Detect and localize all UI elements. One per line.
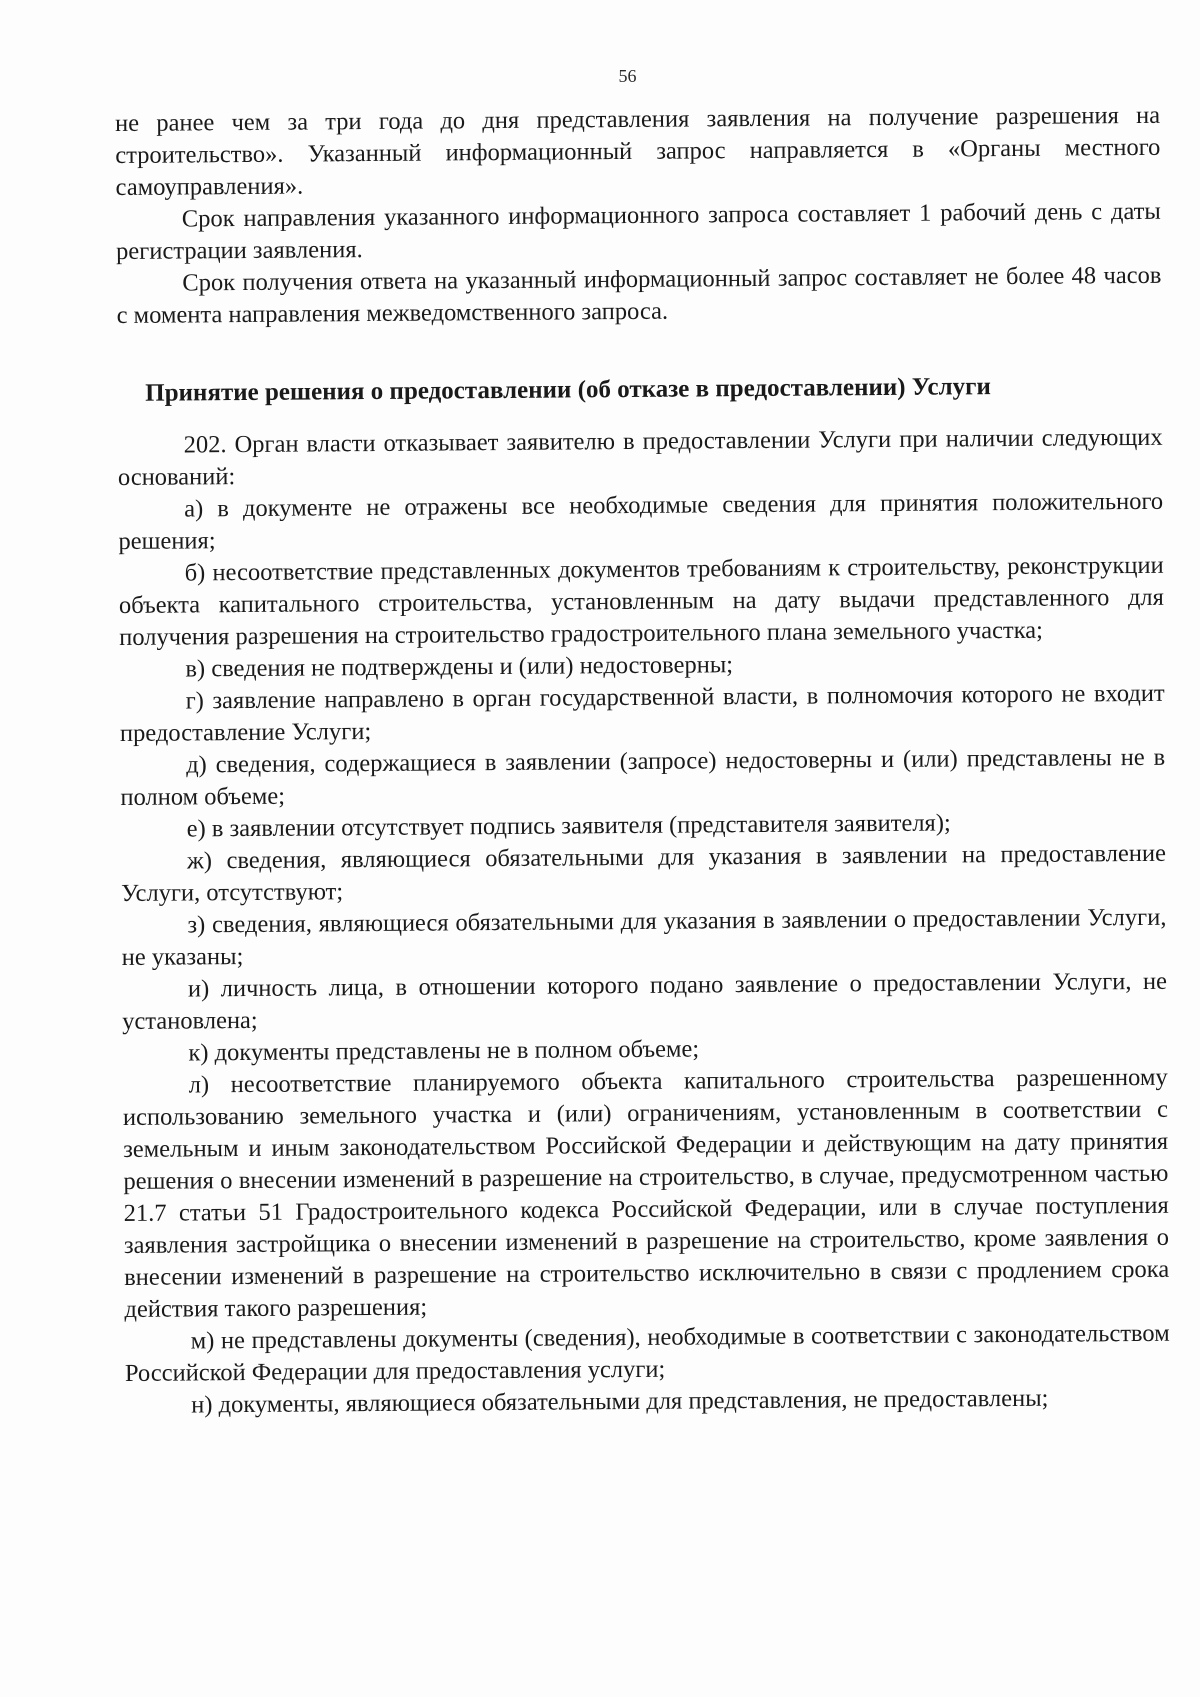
clause-item-m: м) не представлены документы (сведения), необходимые в соответствии с законодательством Российской Федерации для предоставления услуги; — [124, 1319, 1170, 1387]
clause-item-n: н) документы, являющиеся обязательными для представления, не предоставлены; — [191, 1384, 1049, 1419]
clause-item-g: г) заявление направлено в орган государственной власти, в полномочия которого не входит предоставление Услуги; — [119, 679, 1165, 747]
clause-item-z: з) сведения, являющиеся обязательными для указания в заявлении о предоставлении Услуги, не указаны; — [121, 903, 1167, 971]
clause-item-i: и) личность лица, в отношении которого подано заявление о предоставлении Услуги, не установлена; — [122, 967, 1167, 1035]
clause-item-e: е) в заявлении отсутствует подпись заявителя (представителя заявителя); — [186, 809, 951, 843]
clause-item-a: а) в документе не отражены все необходимые сведения для принятия положительного решения; — [118, 487, 1164, 555]
clause-item-b: б) несоответствие представленных документов требованиям к строительству, реконструкции объекта капитального строительства, установленным на дату выдачи представленного для получения разрешения на строительство градостроительного плана земельного участка; — [118, 551, 1164, 651]
clause-item-l: л) несоответствие планируемого объекта капитального строительства разрешенному использованию земельного участка и (или) ограничениям, установленным в соответствии с земельным и иным законодательством Российской Федерации и действующим на дату принятия решения о внесении изменений в разрешение на строительство, в случае, предусмотренном частью 21.7 статьи 51 Градостроительного кодекса Российской Федерации, или в случае поступления заявления застройщика о внесении изменений в разрешение на строительство, кроме заявления о внесении изменений в разрешение на строительство исключительно в связи с продлением срока действия такого разрешения; — [122, 1063, 1170, 1323]
clause-item-zh: ж) сведения, являющиеся обязательными для указания в заявлении на предоставление Услуги, отсутствуют; — [121, 839, 1166, 907]
intro-paragraph-2: Срок направления указанного информационного запроса составляет 1 рабочий день с даты регистрации заявления. — [116, 197, 1161, 265]
page-number: 56 — [618, 66, 637, 86]
section-heading: Принятие решения о предоставлении (об отказе в предоставлении) Услуги — [145, 373, 991, 407]
intro-paragraph-1: не ранее чем за три года до дня представления заявления на получение разрешения на строительство». Указанный информационный запрос направляется в «Органы местного самоуправления». — [115, 101, 1161, 201]
clause-202: 202. Орган власти отказывает заявителю в предоставлении Услуги при наличии следующих оснований: — [117, 423, 1163, 491]
clause-item-k: к) документы представлены не в полном объеме; — [188, 1035, 700, 1067]
clause-item-d: д) сведения, содержащиеся в заявлении (запросе) недостоверны и (или) представлены не в полном объеме; — [120, 743, 1166, 811]
document-body — [115, 100, 1170, 1422]
clause-item-v: в) сведения не подтверждены и (или) недостоверны; — [185, 651, 734, 683]
intro-paragraph-3: Срок получения ответа на указанный информационный запрос составляет не более 48 часов с момента направления межведомственного запроса. — [116, 261, 1162, 329]
